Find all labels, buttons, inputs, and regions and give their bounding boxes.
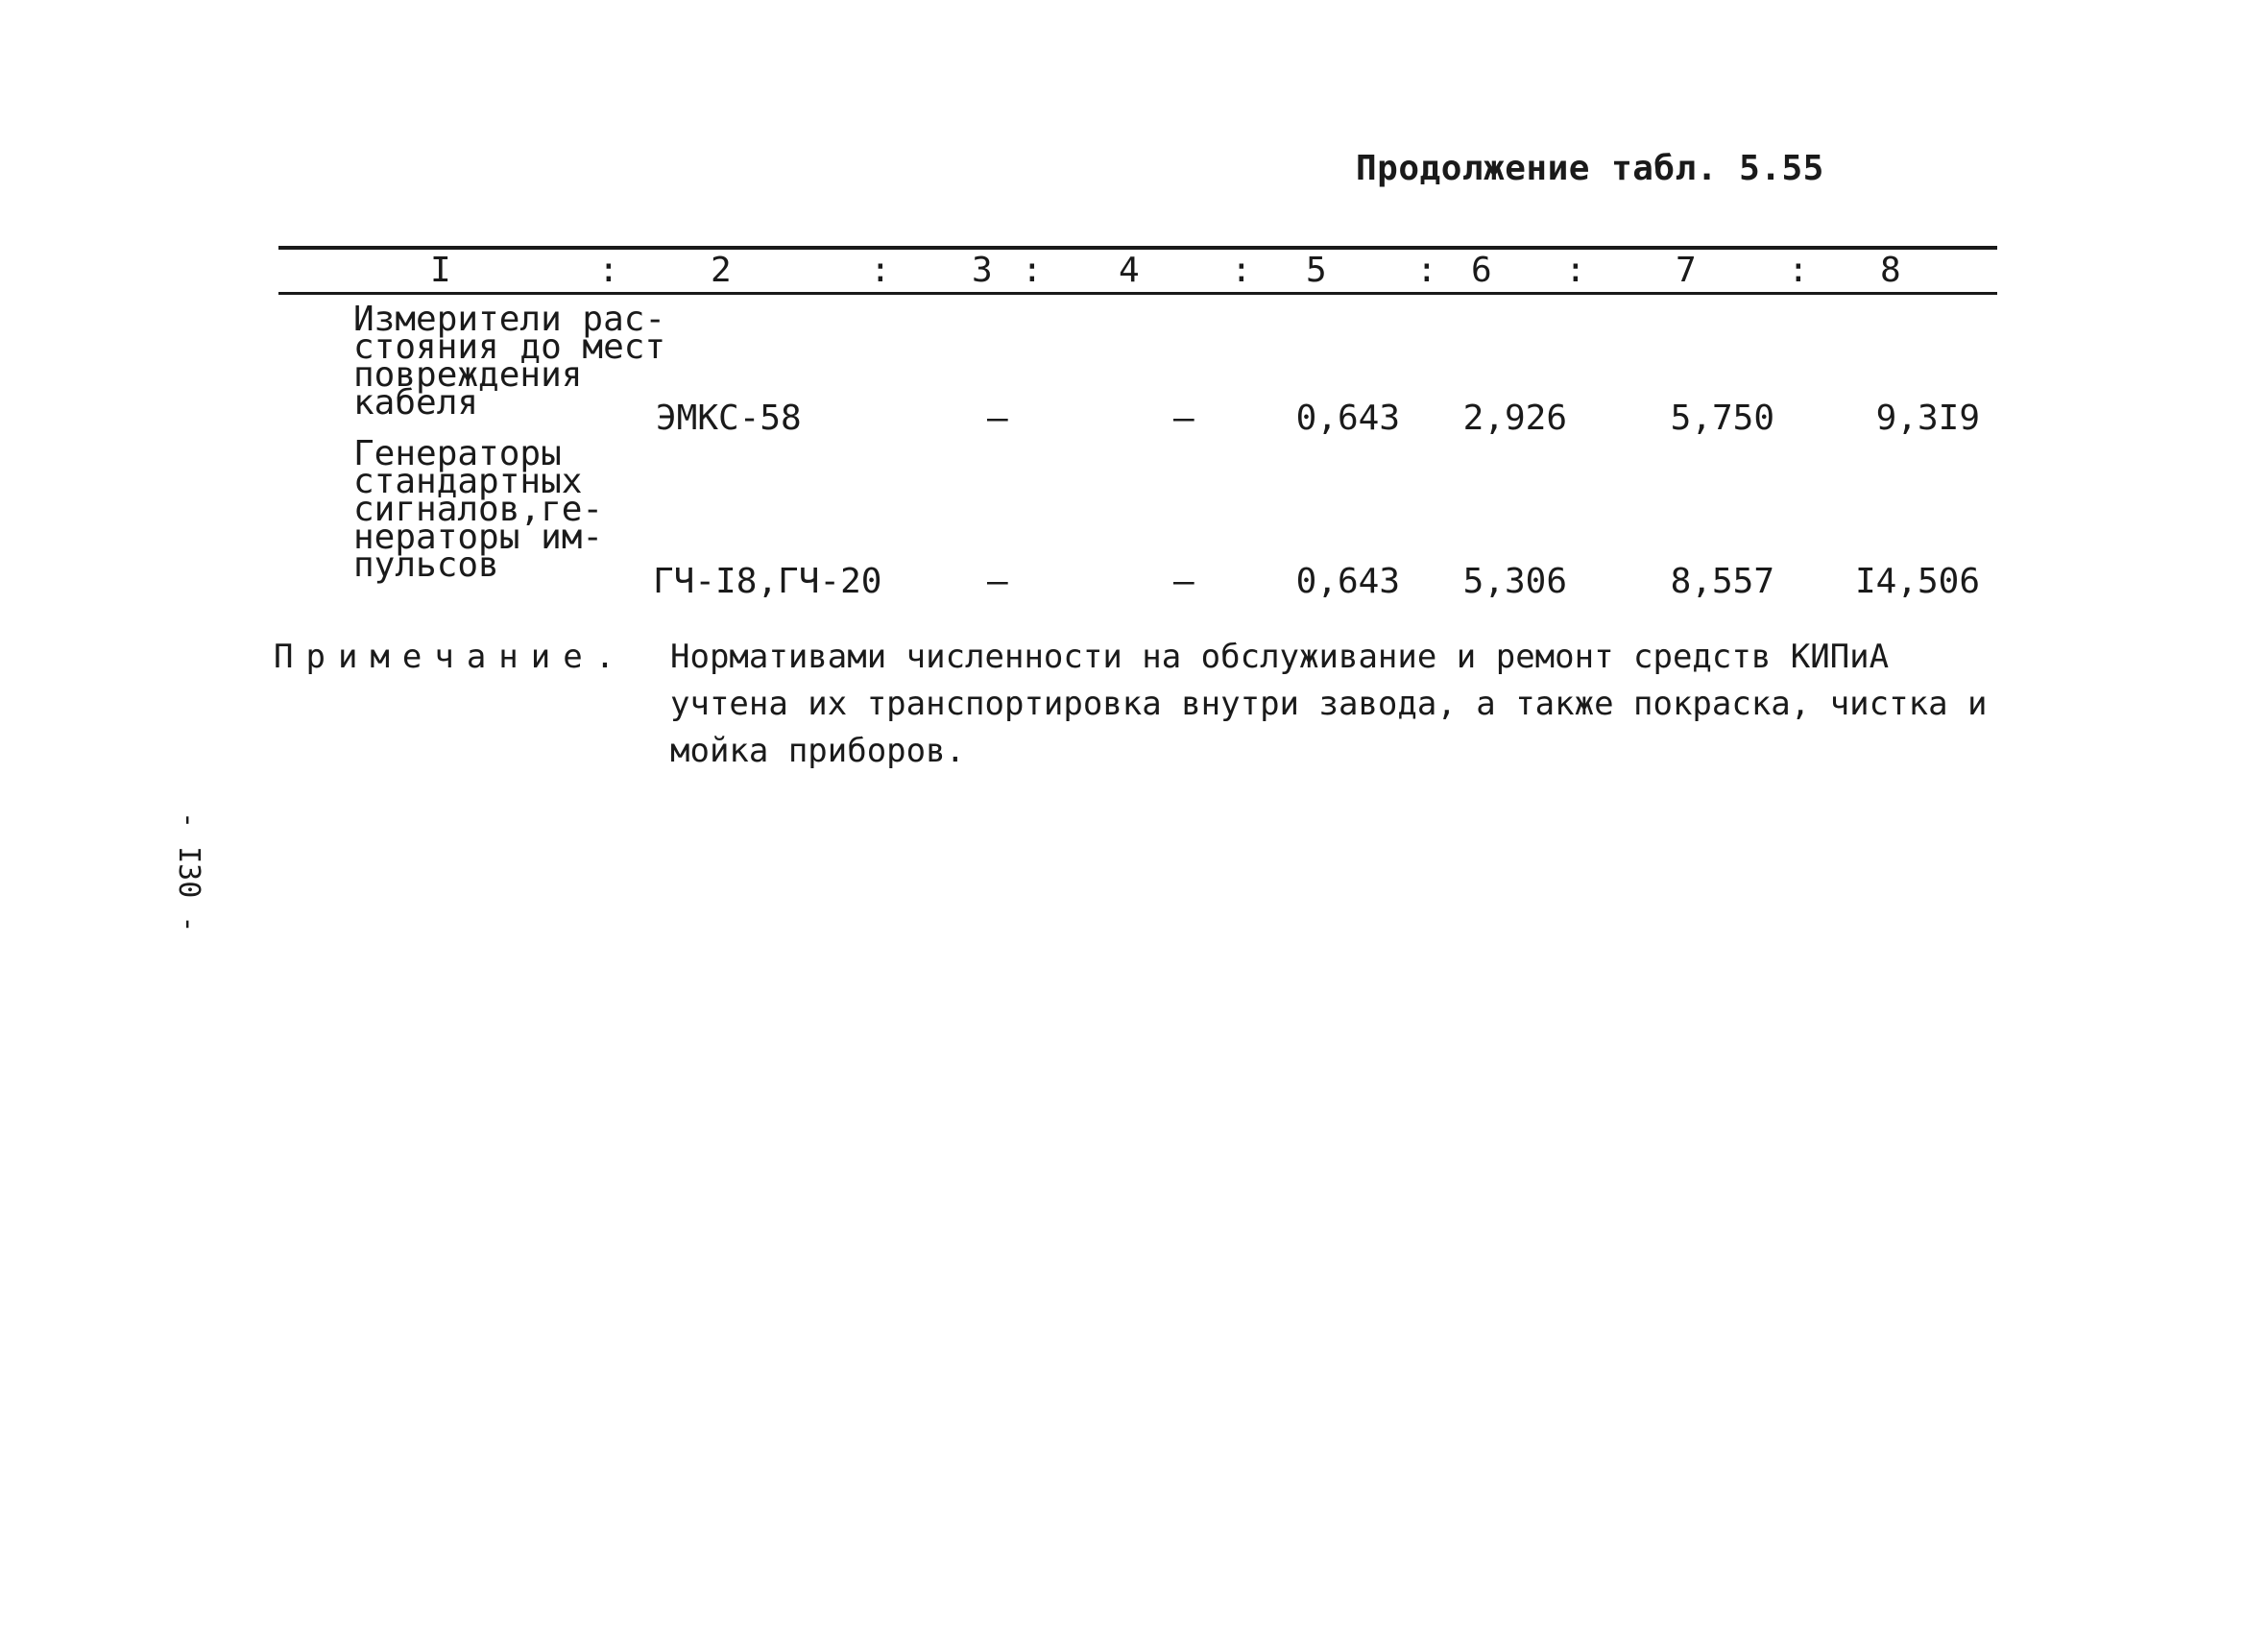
row-model: ГЧ-I8,ГЧ-20 <box>653 562 882 601</box>
cell-col-4: – <box>1173 562 1194 601</box>
header-col-6: 6 <box>1471 251 1492 290</box>
header-separator: : <box>1231 251 1252 290</box>
header-separator: : <box>1565 251 1586 290</box>
cell-col-6: 2,926 <box>1462 399 1567 438</box>
header-separator: : <box>598 251 619 290</box>
table-top-rule <box>278 246 1997 250</box>
header-col-1: I <box>430 251 451 290</box>
page-number: - I30 - <box>172 811 205 933</box>
cell-col-7: 8,557 <box>1670 562 1774 601</box>
header-col-3: 3 <box>972 251 993 290</box>
cell-col-7: 5,750 <box>1670 399 1774 438</box>
header-col-7: 7 <box>1676 251 1697 290</box>
cell-col-8: I4,506 <box>1854 562 1980 601</box>
header-col-5: 5 <box>1306 251 1327 290</box>
row-name: Измерители рас- стояния до мест повреждения кабеля <box>353 300 666 423</box>
cell-col-3: – <box>987 399 1008 438</box>
note-label: Примечание. <box>274 638 628 676</box>
table-header-rule <box>278 292 1997 295</box>
cell-col-5: 0,643 <box>1295 562 1400 601</box>
row-name: Генераторы стандартных сигналов,ге- нераторы им- пульсов <box>353 434 604 585</box>
header-col-8: 8 <box>1880 251 1901 290</box>
table-caption: Продолжение табл. 5.55 <box>1356 149 1824 188</box>
cell-col-8: 9,3I9 <box>1875 399 1980 438</box>
row-model: ЭМКС-58 <box>656 399 802 438</box>
cell-col-3: – <box>987 562 1008 601</box>
header-separator: : <box>1022 251 1043 290</box>
note-text: Нормативами численности на обслуживание и ремонт средств КИПиА учтена их транспортировка внутри завода, а также покраска, чистка и мойка приборов. <box>670 638 1988 770</box>
header-col-4: 4 <box>1119 251 1140 290</box>
cell-col-6: 5,306 <box>1462 562 1567 601</box>
cell-col-4: – <box>1173 399 1194 438</box>
header-separator: : <box>870 251 891 290</box>
cell-col-5: 0,643 <box>1295 399 1400 438</box>
header-col-2: 2 <box>711 251 732 290</box>
header-separator: : <box>1416 251 1437 290</box>
header-separator: : <box>1788 251 1809 290</box>
